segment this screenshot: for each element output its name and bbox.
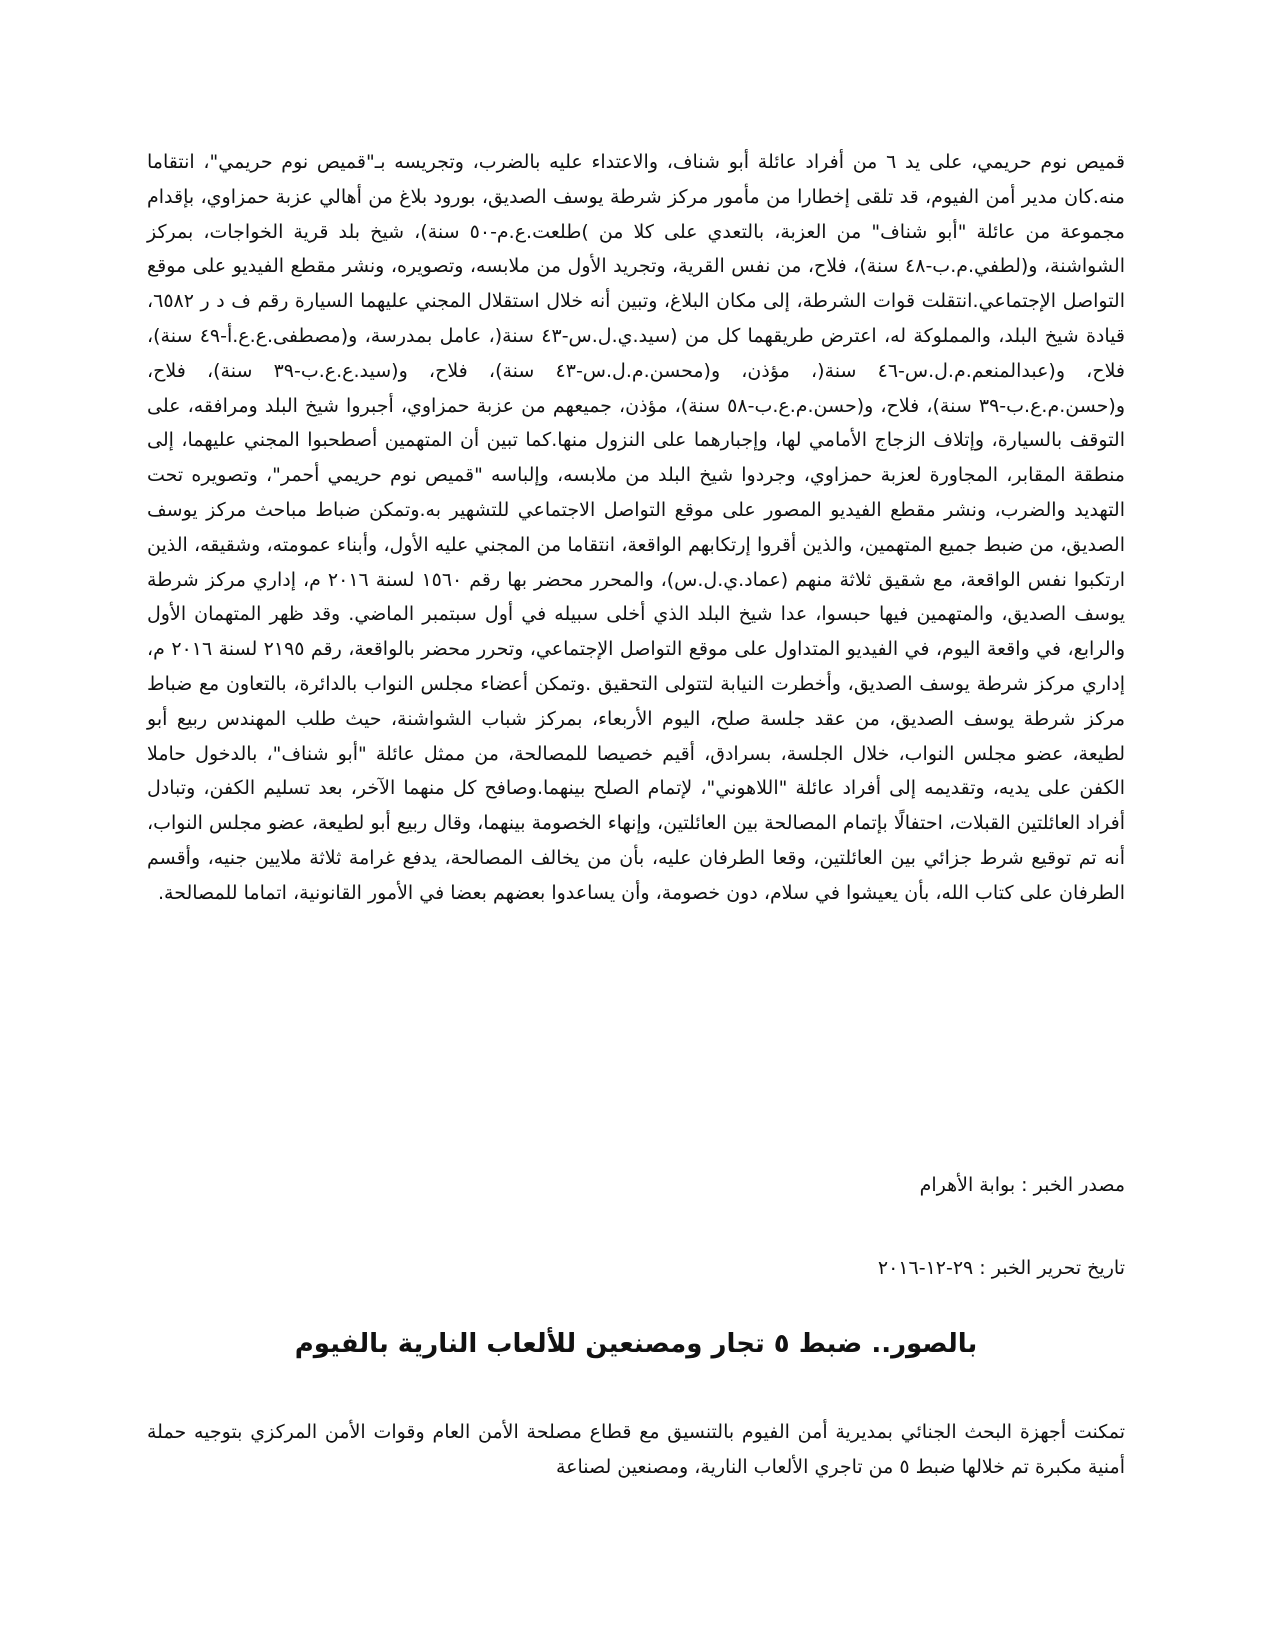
next-article-headline: بالصور.. ضبط ٥ تجار ومصنعين للألعاب النارية بالفيوم: [294, 1329, 978, 1359]
news-source: مصدر الخبر : بوابة الأهرام: [919, 1174, 1125, 1196]
next-article-body: تمكنت أجهزة البحث الجنائي بمديرية أمن الفيوم بالتنسيق مع قطاع مصلحة الأمن العام وقوات الأمن المركزي بتوجيه حملة أمنية مكبرة تم خلالها ضبط ٥ من تاجري الألعاب النارية، ومصنعين لصناعة: [147, 1421, 1125, 1478]
article-body: قميص نوم حريمي، على يد ٦ من أفراد عائلة أبو شناف، والاعتداء عليه بالضرب، وتجريسه بـ"قميص نوم حريمي"، انتقاما منه.كان مدير أمن الفيوم، قد تلقى إخطارا من مأمور مركز شرطة يوسف الصديق، بورود بلاغ من أهالي عزبة حمزاوي، بإقدام مجموعة من عائلة "أبو شناف" من العزبة، بالتعدي على كلا من )طلعت.ع.م-٥٠ سنة)، شيخ بلد قرية الخواجات، بمركز الشواشنة، و(لطفي.م.ب-٤٨ سنة)، فلاح، من نفس القرية، وتجريد الأول من ملابسه، وتصويره، ونشر مقطع الفيديو على موقع التواصل الإجتماعي.انتقلت قوات الشرطة، إلى مكان البلاغ، وتبين أنه خلال استقلال المجني عليهما السيارة رقم ف د ر ٦٥٨٢، قيادة شيخ البلد، والمملوكة له، اعترض طريقهما كل من (سيد.ي.ل.س-٤٣ سنة(، عامل بمدرسة، و(مصطفى.ع.ع.أ-٤٩ سنة)، فلاح، و(عبدالمنعم.م.ل.س-٤٦ سنة(، مؤذن، و(محسن.م.ل.س-٤٣ سنة)، فلاح، و(سيد.ع.ع.ب-٣٩ سنة)، فلاح، و(حسن.م.ع.ب-٣٩ سنة)، فلاح، و(حسن.م.ع.ب-٥٨ سنة)، مؤذن، جميعهم من عزبة حمزاوي، أجبروا شيخ البلد ومرافقه، على التوقف بالسيارة، وإتلاف الزجاج الأمامي لها، وإجبارهما على النزول منها.كما تبين أن المتهمين أصطحبوا المجني عليهما، إلى منطقة المقابر، المجاورة لعزبة حمزاوي، وجردوا شيخ البلد من ملابسه، وإلباسه "قميص نوم حريمي أحمر"، وتصويره تحت التهديد والضرب، ونشر مقطع الفيديو المصور على موقع التواصل الاجتماعي للتشهير به.وتمكن ضباط مباحث مركز يوسف الصديق، من ضبط جميع المتهمين، والذين أقروا إرتكابهم الواقعة، انتقاما من المجني عليه الأول، وأبناء عمومته، وشقيقه، الذين ارتكبوا نفس الواقعة، مع شقيق ثلاثة منهم (عماد.ي.ل.س)، والمحرر محضر بها رقم ١٥٦٠ لسنة ٢٠١٦ م، إداري مركز شرطة يوسف الصديق، والمتهمين فيها حبسوا، عدا شيخ البلد الذي أخلى سبيله في أول سبتمبر الماضي. وقد ظهر المتهمان الأول والرابع، في واقعة اليوم، في الفيديو المتداول على موقع التواصل الإجتماعي، وتحرر محضر بالواقعة، رقم ٢١٩٥ لسنة ٢٠١٦ م، إداري مركز شرطة يوسف الصديق، وأخطرت النيابة لتتولى التحقيق .وتمكن أعضاء مجلس النواب بالدائرة، بالتعاون مع ضباط مركز شرطة يوسف الصديق، من عقد جلسة صلح، اليوم الأربعاء، بمركز شباب الشواشنة، حيث طلب المهندس ربيع أبو لطيعة، عضو مجلس النواب، خلال الجلسة، بسرادق، أقيم خصيصا للمصالحة، من ممثل عائلة "أبو شناف"، بالدخول حاملا الكفن على يديه، وتقديمه إلى أفراد عائلة "اللاهوني"، لإتمام الصلح بينهما.وصافح كل منهما الآخر، بعد تسليم الكفن، وتبادل أفراد العائلتين القبلات، احتفالًا بإتمام المصالحة بين العائلتين، وإنهاء الخصومة بينهما، وقال ربيع أبو لطيعة، عضو مجلس النواب، أنه تم توقيع شرط جزائي بين العائلتين، وقعا الطرفان عليه، بأن من يخالف المصالحة، يدفع غرامة ثلاثة ملايين جنيه، وأقسم الطرفان على كتاب الله، بأن يعيشوا في سلام، دون خصومة، وأن يساعدوا بعضهم بعضا في الأمور القانونية، اتماما للمصالحة.: [147, 151, 1126, 904]
news-date: تاريخ تحرير الخبر : ٢٩-١٢-٢٠١٦: [877, 1257, 1125, 1279]
